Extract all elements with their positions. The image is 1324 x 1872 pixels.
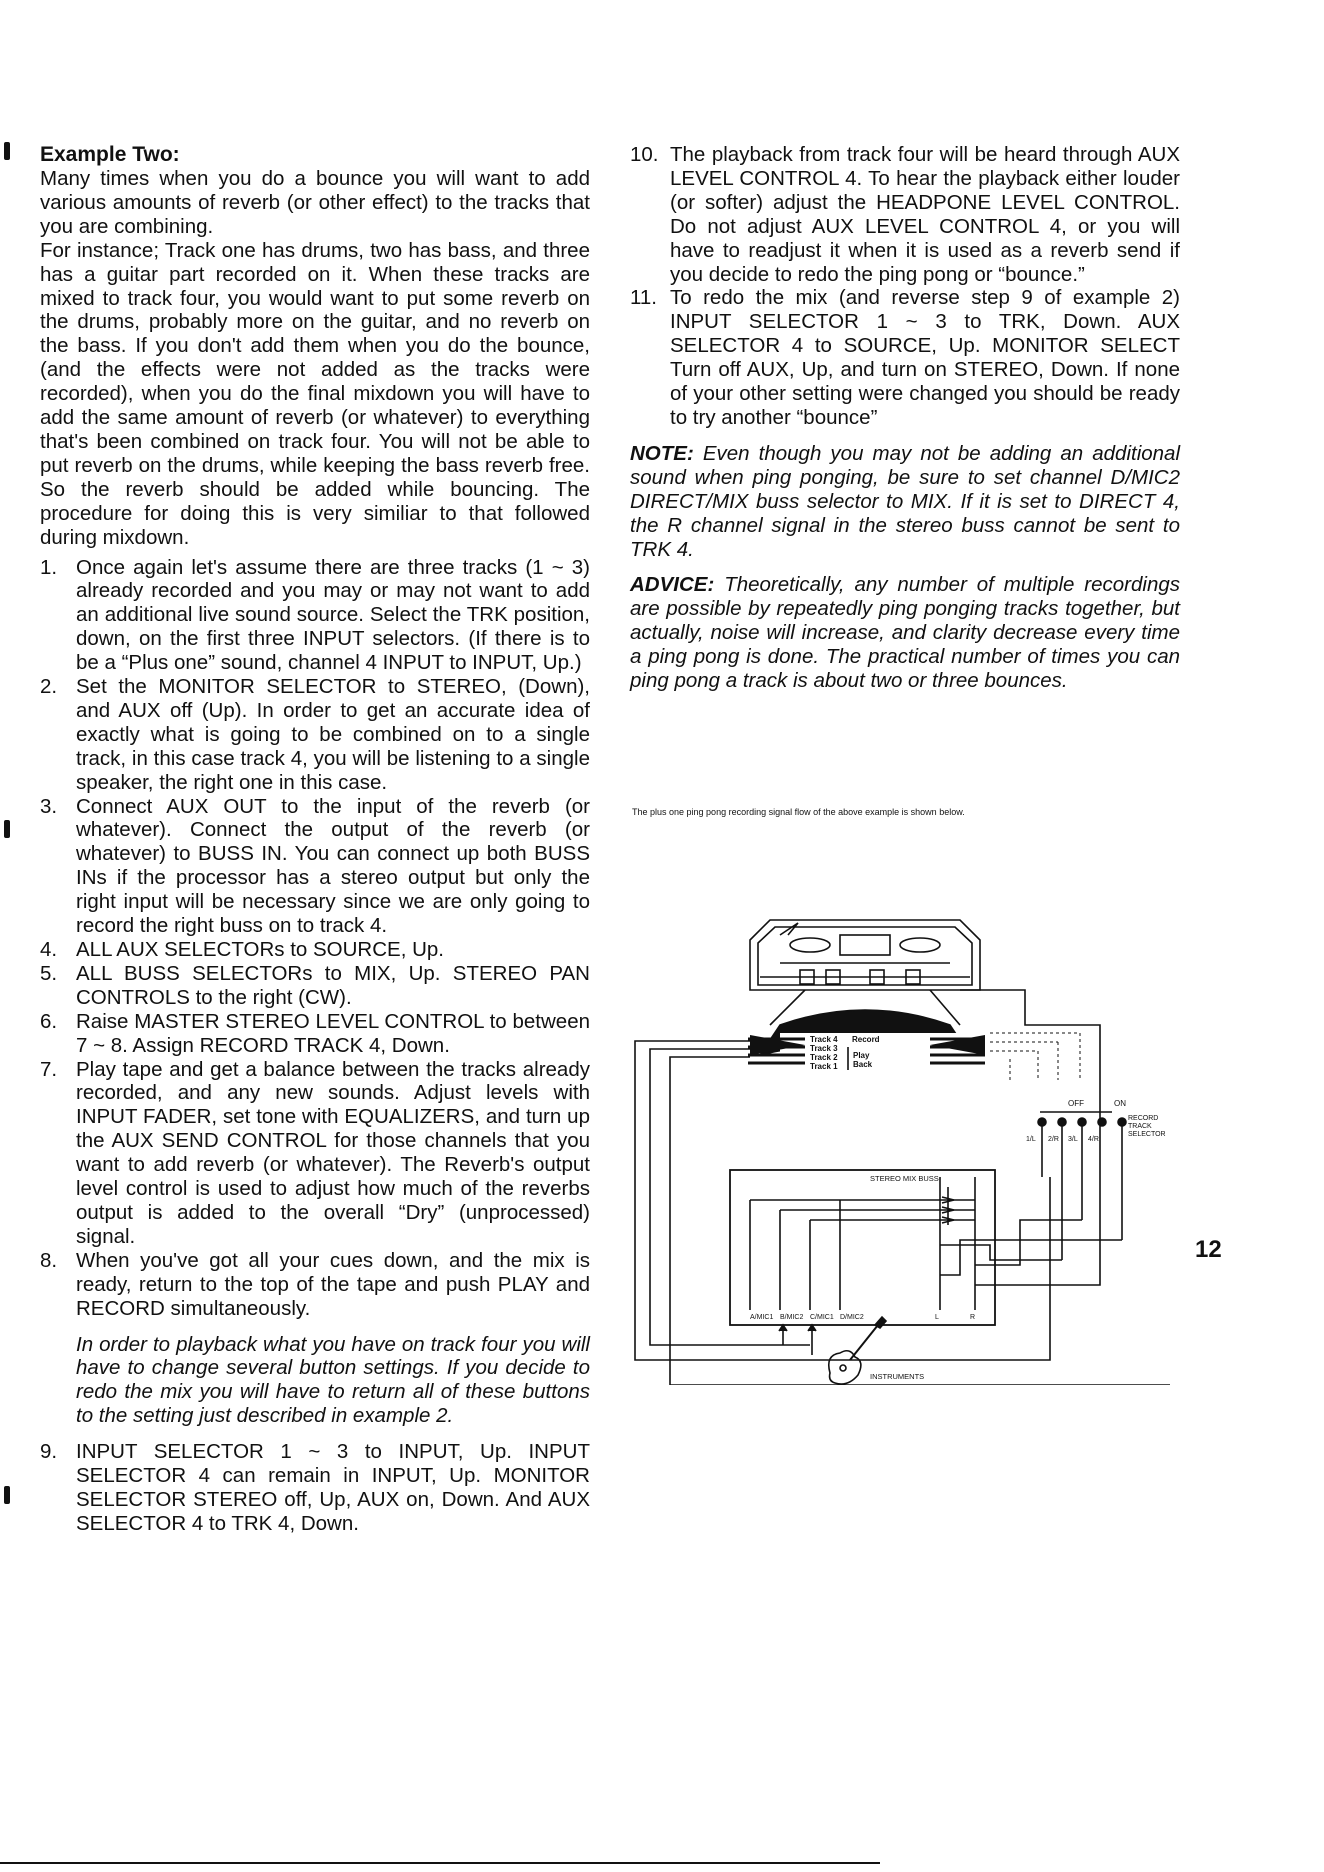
margin-mark — [4, 1486, 10, 1504]
note-text: Even though you may not be adding an additional sound when ping ponging, be sure to set channel D/MIC2 DIRECT/MIX buss selector to MIX. If it is set to DIRECT 4, the R channel signal in the stereo buss cannot be sent to TRK 4. — [630, 441, 1181, 561]
section-heading: Example Two: — [40, 143, 180, 166]
channel-label: C/MIC1 — [810, 1314, 834, 1321]
intro-paragraph: Many times when you do a bounce you will want to add various amounts of reverb (or other effect) to the tracks that you are combining. — [40, 167, 590, 238]
left-column — [40, 143, 590, 1536]
step-item: 7. Play tape and get a balance between the tracks already recorded, and any new sounds. Adjust levels with INPUT FADER, set tone with EQUALIZERS, and turn up the AUX SEND CONTROL for those channels that you want to add reverb (or whatever). The Reverb's output level control is used to adjust how much of the reverbs output is added to the overall “Dry” (unprocessed) signal. — [40, 1057, 590, 1248]
channel-label: R — [970, 1314, 976, 1321]
selector-position: 1/L — [1026, 1136, 1036, 1143]
channel-label: A/MIC1 — [750, 1314, 774, 1321]
step-item: 3. Connect AUX OUT to the input of the reverb (or whatever). Connect the output of the reverb (or whatever) to BUSS IN. You can connect up both BUSS INs if the processor has a stereo output but only the right input will be necessary since we are only going to record the right buss on to track 4. — [40, 794, 590, 938]
step-item: 1. Once again let's assume there are three tracks (1 ~ 3) already recorded and you may or may not want to add an additional live sound source. Select the TRK position, down, on the first three INPUT selectors. (If there is to be a “Plus one” sound, channel 4 INPUT to INPUT, Up.) — [40, 555, 590, 675]
stereo-mix-buss-label: STEREO MIX BUSS — [870, 1174, 939, 1183]
margin-mark — [4, 820, 10, 838]
italic-note: In order to playback what you have on track four you will have to change several button settings. If you decide to redo the mix you will have to return all of these buttons to the setting just described in example 2. — [76, 1332, 590, 1428]
record-label: Record — [852, 1035, 880, 1044]
cassette-icon — [750, 920, 980, 990]
right-column — [630, 143, 1180, 693]
note-label: NOTE: — [630, 441, 694, 465]
on-label: ON — [1114, 1099, 1126, 1108]
channel-label: B/MIC2 — [780, 1314, 804, 1321]
off-label: OFF — [1068, 1099, 1084, 1108]
bottom-rule — [0, 1862, 880, 1864]
steps-list-continued — [40, 1440, 590, 1536]
step-item: 6. Raise MASTER STEREO LEVEL CONTROL to between 7 ~ 8. Assign RECORD TRACK 4, Down. — [40, 1009, 590, 1057]
selector-position: 4/R — [1088, 1136, 1099, 1143]
step-item: 5. ALL BUSS SELECTORs to MIX, Up. STEREO PAN CONTROLS to the right (CW). — [40, 961, 590, 1009]
figure-caption: The plus one ping pong recording signal flow of the above example is shown below. — [632, 807, 965, 817]
margin-mark — [4, 142, 10, 160]
intro-paragraph: For instance; Track one has drums, two has bass, and three has a guitar part recorded on it. When these tracks are mixed to track four, you would want to put some reverb on the drums, probably more on the guitar, and no reverb on the bass. If you don't add them when you do the bounce, (and the effects were not added as the tracks were recorded), when you do the final mixdown you will have to add the same amount of reverb (or whatever) to everything that's been combined on track four. You will not be able to put reverb on the drums, while keeping the bass reverb free. So the reverb should be added while bouncing. The procedure for doing this is very similiar to that followed during mixdown. — [40, 238, 590, 549]
play-label: Play — [853, 1051, 870, 1060]
step-item: 9. INPUT SELECTOR 1 ~ 3 to INPUT, Up. INPUT SELECTOR 4 can remain in INPUT, Up. MONITOR SELECTOR STEREO off, Up, AUX on, Down. And AUX SELECTOR 4 to TRK 4, Down. — [40, 1440, 590, 1535]
channel-label: L — [935, 1314, 939, 1321]
step-item: 8. When you've got all your cues down, and the mix is ready, return to the top of the tape and push PLAY and RECORD simultaneously. — [40, 1248, 590, 1320]
steps-list — [40, 556, 590, 1321]
advice-text: Theoretically, any number of multiple recordings are possible by repeatedly ping ponging tracks together, but actually, noise will increase, and clarity decrease every time a ping pong is done. The practical number of times you can ping pong a track is about two or three bounces. — [630, 573, 1180, 693]
steps-list-right — [630, 143, 1180, 430]
step-item: 2. Set the MONITOR SELECTOR to STEREO, (Down), and AUX off (Up). In order to get an accurate idea of exactly what is going to be combined on to a single track, in this case track 4, you will be listening to a single speaker, the right one in this case. — [40, 675, 590, 794]
record-track-selector-label: TRACK — [1128, 1123, 1152, 1130]
track-label: Track 4 — [810, 1035, 838, 1044]
track-label: Track 3 — [810, 1044, 838, 1053]
record-track-selector-label: SELECTOR — [1128, 1131, 1166, 1138]
mixer-box — [730, 1170, 995, 1325]
advice-label: ADVICE: — [630, 573, 715, 597]
instruments-label: INSTRUMENTS — [870, 1372, 925, 1381]
back-label: Back — [853, 1060, 873, 1069]
signal-flow-diagram — [630, 915, 1190, 1385]
step-item: 10. The playback from track four will be heard through AUX LEVEL CONTROL 4. To hear the playback either louder (or softer) adjust the HEADPONE LEVEL CONTROL. Do not adjust AUX LEVEL CONTROL 4, or you will have to readjust it when it is used as a reverb send if you decide to redo the ping pong or “bounce.” — [630, 143, 1180, 286]
note-paragraph — [630, 442, 1180, 562]
selector-position: 3/L — [1068, 1136, 1078, 1143]
tape-track-block — [748, 1010, 985, 1075]
selector-position: 2/R — [1048, 1136, 1059, 1143]
step-item: 11. To redo the mix (and reverse step 9 of example 2) INPUT SELECTOR 1 ~ 3 to TRK, Down. AUX SELECTOR 4 to SOURCE, Up. MONITOR SELECT Turn off AUX, Up, and turn on STEREO, Down. If none of your other setting were changed you should be ready to try another “bounce” — [630, 286, 1180, 429]
track-label: Track 1 — [810, 1062, 838, 1071]
step-item: 4. ALL AUX SELECTORs to SOURCE, Up. — [40, 938, 444, 961]
record-track-selector-label: RECORD — [1128, 1115, 1159, 1122]
track-label: Track 2 — [810, 1053, 838, 1062]
channel-label: D/MIC2 — [840, 1314, 864, 1321]
advice-paragraph — [630, 573, 1180, 693]
page-number: 12 — [1195, 1236, 1222, 1263]
